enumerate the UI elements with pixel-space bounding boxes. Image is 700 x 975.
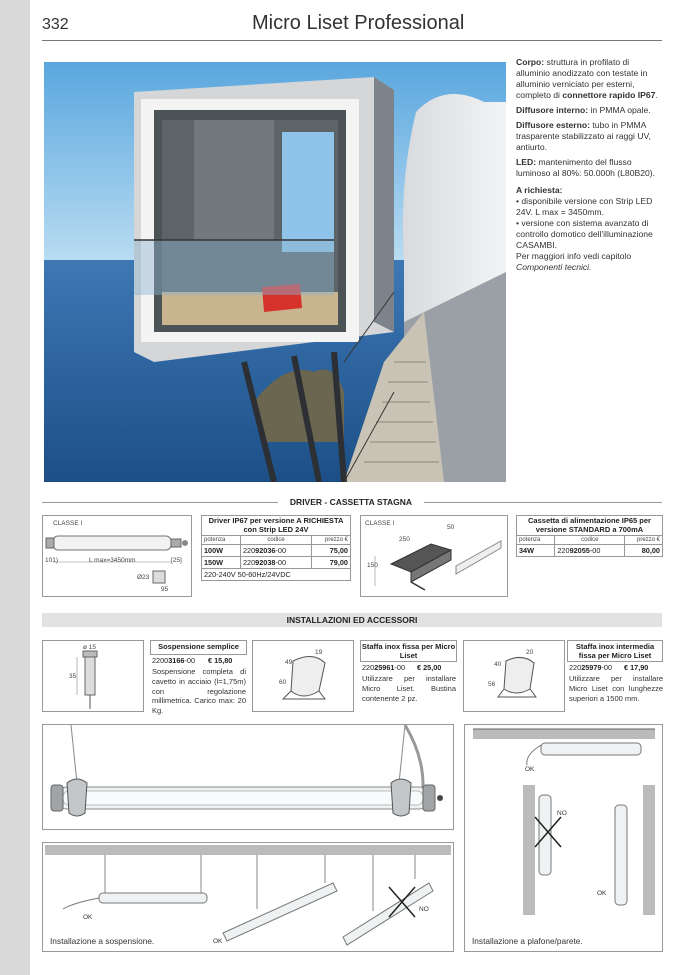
fixture-dim-25: [25]: [171, 557, 182, 564]
fixed-bracket-price: € 25,00: [417, 663, 442, 672]
no-label-wall: NO: [557, 810, 567, 817]
code-suffix: -00: [601, 663, 613, 672]
corpo-connector: connettore rapido IP67: [562, 90, 656, 100]
cassetta-col-code: codice: [555, 536, 625, 545]
code-suffix: -00: [184, 656, 196, 665]
fixture-drawing-box: [42, 515, 192, 597]
request-more-text: Per maggiori info vedi capitolo: [516, 251, 632, 261]
header-rule: [42, 40, 662, 41]
driver-rule-right: [424, 502, 662, 503]
driver-col-code: codice: [240, 536, 311, 545]
ceiling-wall-install-box: [464, 724, 663, 952]
code-suffix: -00: [394, 663, 406, 672]
ok-label-1: OK: [83, 914, 93, 921]
box-drawing: [361, 516, 507, 596]
request-item-casambi: • versione con sistema avanzato di controllo domotico dell'illuminazione CASAMBI.: [516, 218, 653, 250]
cassetta-col-price: prezzo €: [625, 536, 663, 545]
fixed-bracket-dim-60: 60: [279, 679, 287, 686]
driver-row2-power: 150W: [202, 557, 241, 569]
corpo-paragraph: [516, 57, 662, 101]
code-suffix: -00: [589, 546, 601, 556]
suspension-dim-15: ø 15: [83, 644, 97, 651]
diffusore-interno-text: in PMMA opale.: [588, 105, 651, 115]
box-dim-250: 250: [399, 536, 410, 543]
page-number: 332: [42, 16, 69, 33]
driver-row1-price: 75,00: [312, 545, 351, 557]
cassetta-col-power: potenza: [517, 536, 555, 545]
corpo-text: struttura in profilato di alluminio anodizzato con testate in alluminio verniciato per esterni, completo di: [516, 57, 648, 100]
driver-col-power: potenza: [202, 536, 241, 545]
fixed-bracket-dim-49: 49: [285, 659, 293, 666]
code-prefix: 220: [242, 558, 256, 568]
suspension-dim-35: 35: [69, 673, 77, 680]
driver-row2-code: [240, 557, 311, 569]
page-side-band: [0, 0, 30, 975]
ok-label-ceiling: OK: [525, 766, 535, 773]
request-title-text: A richiesta:: [516, 185, 563, 195]
code-prefix: 220: [569, 663, 582, 672]
fixture-drawing: [43, 516, 191, 596]
box-class-label: CLASSE I: [365, 520, 395, 527]
driver-section-title: DRIVER - CASSETTA STAGNA: [289, 497, 413, 507]
request-more-link: Componenti tecnici.: [516, 262, 592, 272]
led-text: mantenimento del flusso luminoso al 80%: 50.000h (L80B20).: [516, 157, 656, 178]
box-dim-150: 150: [367, 562, 378, 569]
corpo-end: .: [655, 90, 658, 100]
fixture-dim-101: 101): [45, 557, 59, 564]
ok-label-wall: OK: [597, 890, 607, 897]
code-main: 92038: [255, 558, 276, 568]
suspension-install-closeup: [42, 724, 454, 830]
code-suffix: -00: [275, 546, 287, 556]
code-prefix: 220: [242, 546, 256, 556]
intermediate-bracket-text: Utilizzare per installare Micro Liset con lunghezze superiori a 1500 mm.: [569, 674, 663, 703]
suspension-drawing-box: [42, 640, 144, 712]
driver-row1-code: [240, 545, 311, 557]
code-main: 3166: [168, 656, 185, 665]
intermediate-bracket-price: € 17,90: [624, 663, 649, 672]
diffusore-interno-label: Diffusore interno:: [516, 105, 589, 115]
driver-table-footer: 220-240V 50-60Hz/24VDC: [202, 569, 351, 581]
table-row: [202, 557, 351, 569]
fixed-bracket-text: Utilizzare per installare Micro Liset. Bustina contenente 2 pz.: [362, 674, 456, 703]
box-dim-50: 50: [447, 524, 455, 531]
driver-price-table: [201, 515, 351, 581]
suspension-install-drawing: [43, 843, 453, 951]
suspension-price: € 15,80: [208, 656, 233, 665]
caption-suspension: Installazione a sospensione.: [50, 936, 155, 946]
intermediate-bracket-drawing-box: [463, 640, 565, 712]
intermediate-bracket-drawing: [464, 641, 564, 711]
led-paragraph: [516, 157, 662, 179]
suspension-closeup-drawing: [43, 725, 453, 829]
hero-illustration: [44, 62, 506, 482]
cassetta-table-title: Cassetta di alimentazione IP65 per versione STANDARD a 700mA: [517, 516, 663, 536]
intermediate-bracket-title: Staffa inox intermedia fissa per Micro Liset: [575, 642, 655, 660]
table-row: [517, 545, 663, 557]
cassetta-row1-price: 80,00: [625, 545, 663, 557]
diffusore-esterno-label: Diffusore esterno:: [516, 120, 591, 130]
accessories-section-title: INSTALLAZIONI ED ACCESSORI: [286, 615, 418, 625]
code-prefix: 2200: [152, 656, 169, 665]
table-row: [202, 545, 351, 557]
intermediate-bracket-code: [569, 663, 612, 672]
code-prefix: 220: [362, 663, 375, 672]
fixed-bracket-drawing-box: [252, 640, 354, 712]
led-label: LED:: [516, 157, 537, 167]
fixture-length-label: L max=3450mm: [89, 557, 136, 564]
intermediate-bracket-dim-40: 40: [494, 661, 502, 668]
fixed-bracket-dim-19: 19: [315, 649, 323, 656]
suspension-title: Sospensione semplice: [158, 642, 239, 651]
box-drawing-box: [360, 515, 508, 597]
driver-row1-power: 100W: [202, 545, 241, 557]
diffusore-interno-paragraph: [516, 105, 662, 116]
page-title: Micro Liset Professional: [252, 12, 465, 34]
fixed-bracket-title: Staffa inox fissa per Micro Liset: [361, 642, 456, 660]
fixture-class-label: CLASSE I: [53, 520, 83, 527]
suspension-drawing: [43, 641, 143, 711]
product-description: [516, 57, 662, 277]
caption-ceiling: Installazione a plafone/parete.: [472, 936, 583, 946]
diffusore-esterno-text: tubo in PMMA trasparente stabilizzato ai raggi UV, antiurto.: [516, 120, 651, 152]
intermediate-bracket-dim-56: 56: [488, 681, 496, 688]
cassetta-price-table: [516, 515, 663, 557]
code-main: 25961: [374, 663, 395, 672]
fixture-dim-23: Ø23: [137, 574, 150, 581]
ceiling-wall-drawing: [465, 725, 662, 951]
suspension-text: Sospensione completa di cavetto in acciaio (l=1,75m) con regolazione millimetrica. Carico max: 20 Kg.: [152, 667, 246, 715]
no-label-suspension: NO: [419, 906, 429, 913]
code-main: 92055: [569, 546, 590, 556]
code-prefix: 220: [557, 546, 570, 556]
driver-row2-price: 79,00: [312, 557, 351, 569]
code-main: 25979: [581, 663, 602, 672]
intermediate-bracket-dim-20: 20: [526, 649, 534, 656]
corpo-label: Corpo:: [516, 57, 545, 67]
ok-label-2: OK: [213, 938, 223, 945]
driver-rule-left: [42, 502, 278, 503]
request-title: [516, 185, 662, 273]
driver-col-price: prezzo €: [312, 536, 351, 545]
fixture-dim-95: 95: [161, 586, 169, 593]
driver-table-title: Driver IP67 per versione A RICHIESTA con Strip LED 24V: [202, 516, 351, 536]
fixed-bracket-code: [362, 663, 405, 672]
suspension-code: [152, 656, 195, 665]
request-item-strip: • disponibile versione con Strip LED 24V. L max = 3450mm.: [516, 196, 653, 217]
fixed-bracket-drawing: [253, 641, 353, 711]
cassetta-row1-code: [555, 545, 625, 557]
hero-photo: [44, 62, 506, 482]
code-suffix: -00: [275, 558, 287, 568]
code-main: 92036: [255, 546, 276, 556]
cassetta-row1-power: 34W: [517, 545, 555, 557]
diffusore-esterno-paragraph: [516, 120, 662, 153]
